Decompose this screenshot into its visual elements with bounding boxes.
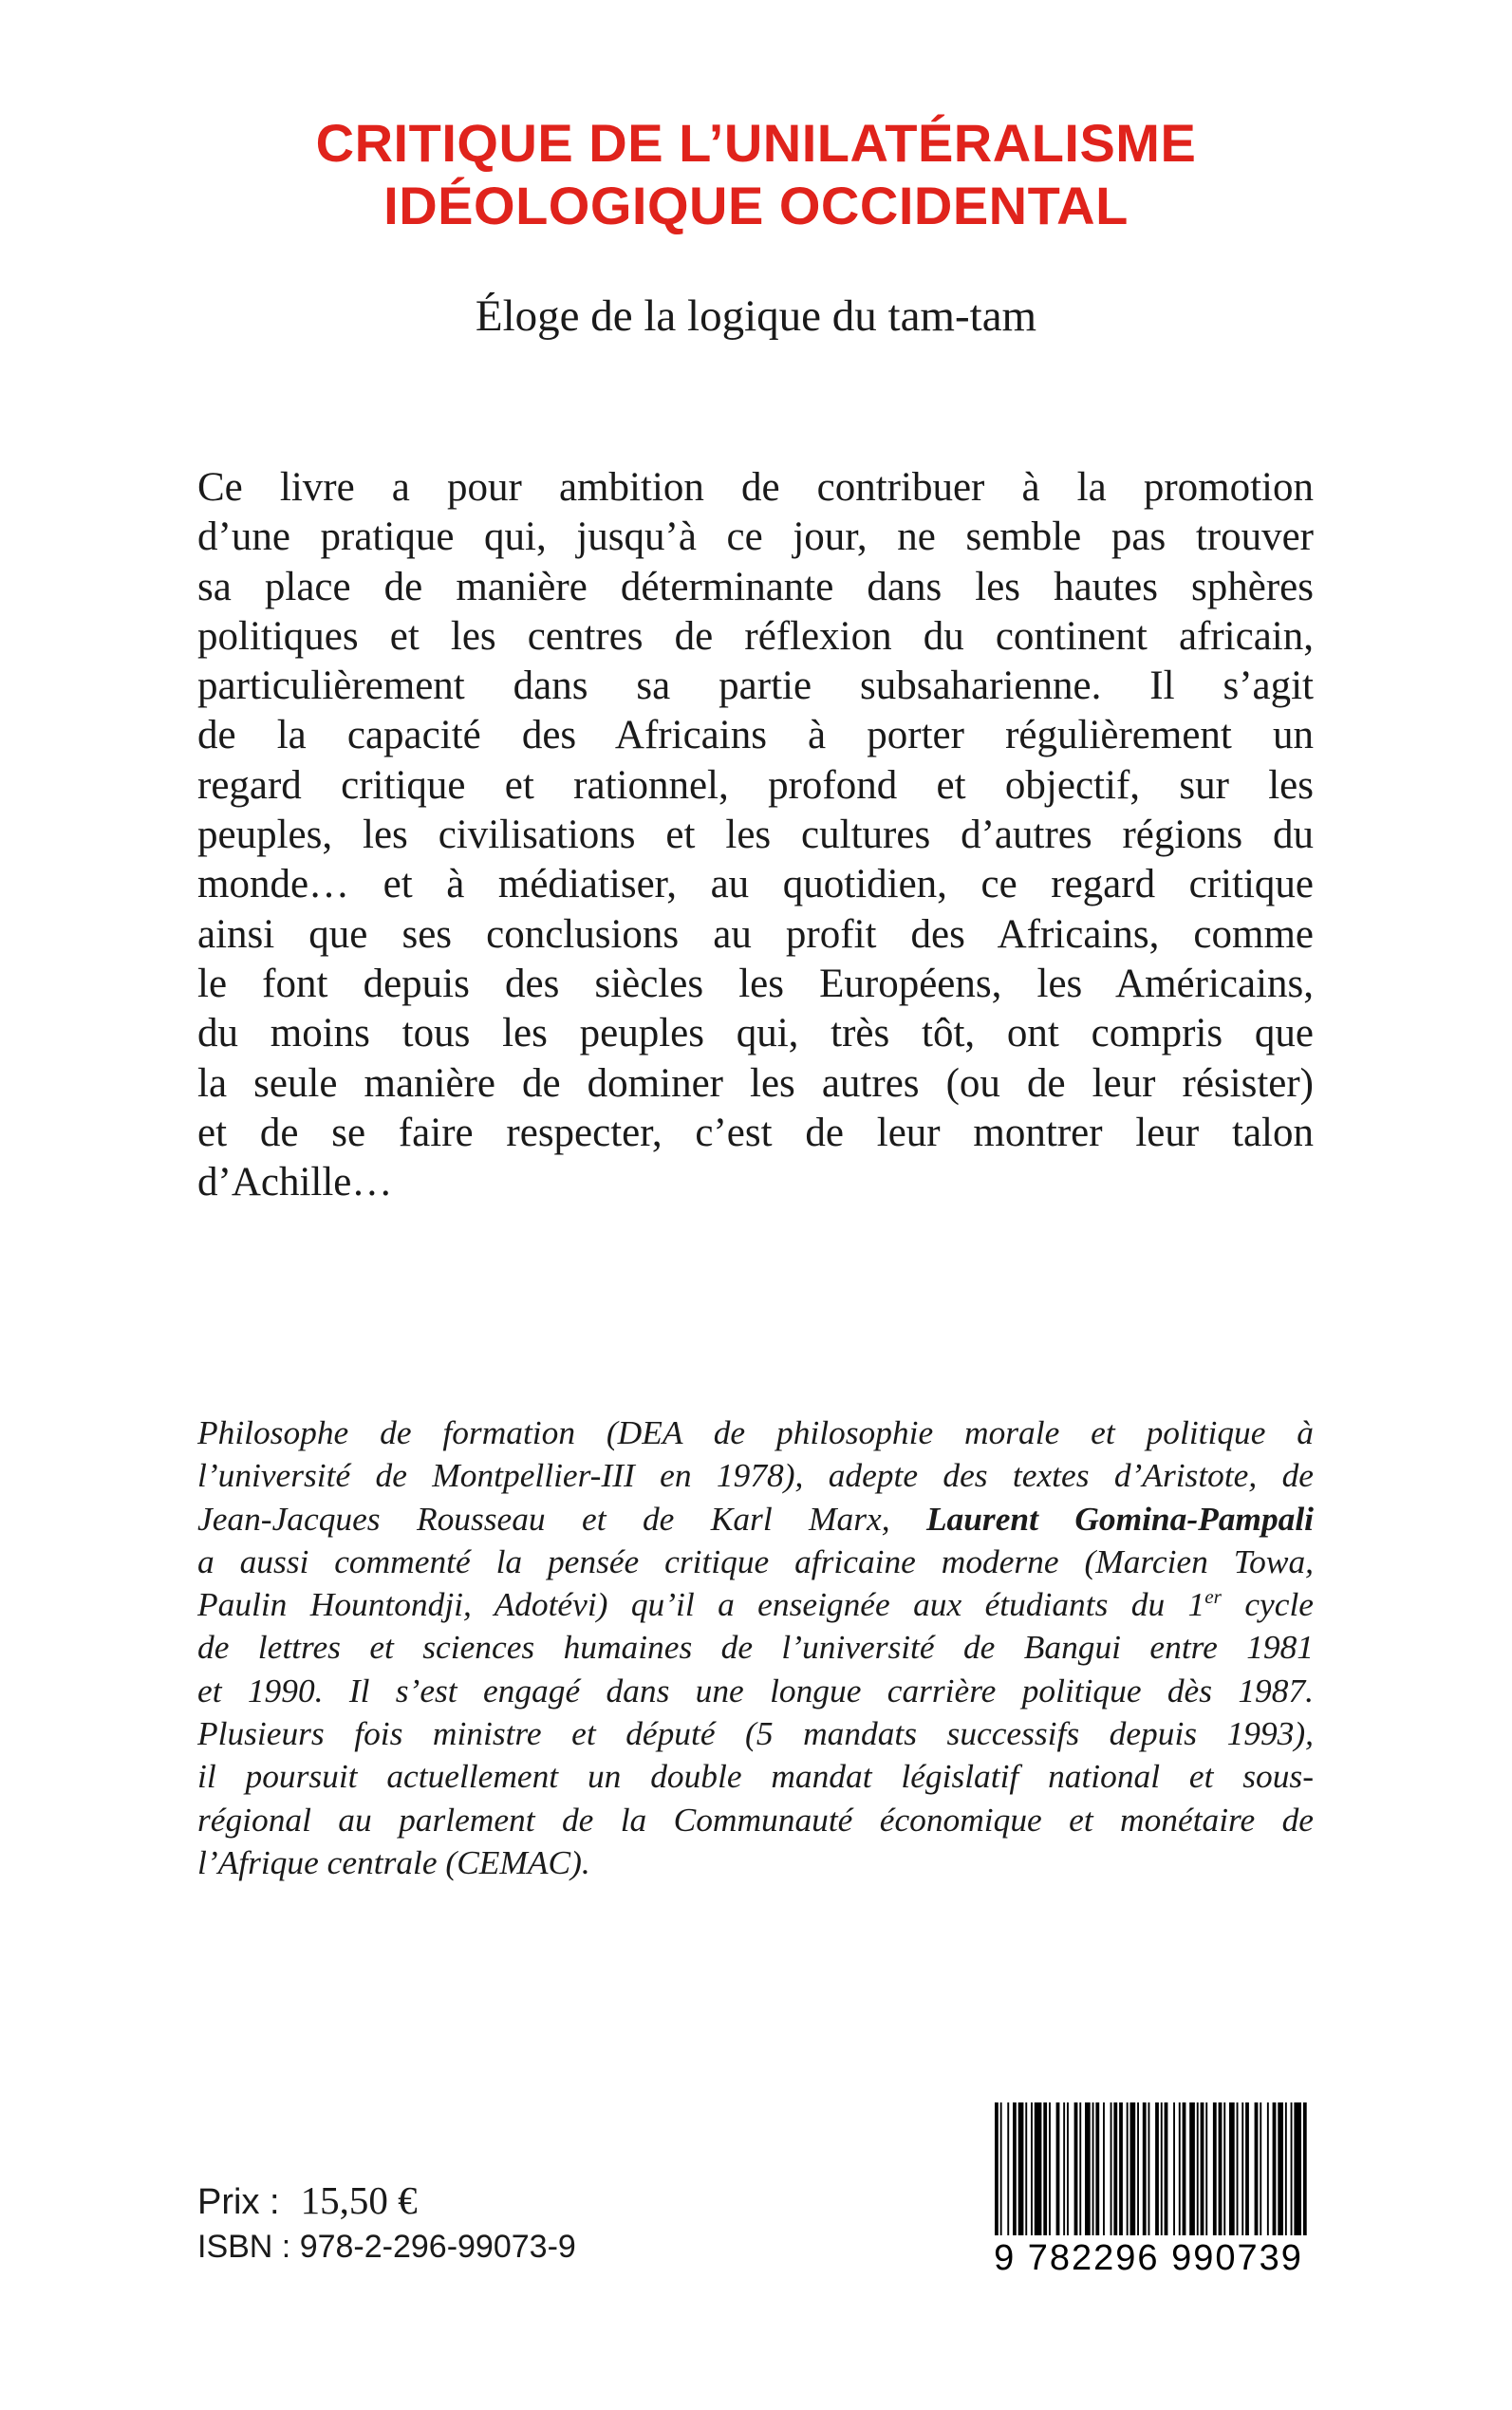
- blurb-line: d’Achille…: [197, 1160, 393, 1205]
- bio-line: l’Afrique centrale (CEMAC).: [197, 1842, 590, 1881]
- bio-line: de lettres et sciences humaines de l’université de Bangui entre 1981: [197, 1628, 1314, 1667]
- blurb-line: politiques et les centres de réflexion du continent africain,: [197, 613, 1314, 659]
- blurb-line: sa place de manière déterminante dans les hautes sphères: [197, 564, 1314, 609]
- bio-text: Jean-Jacques Rousseau et de Karl Marx,: [197, 1499, 926, 1538]
- isbn: ISBN : 978-2-296-99073-9: [197, 2229, 576, 2265]
- blurb-line: d’une pratique qui, jusqu’à ce jour, ne semble pas trouver: [197, 514, 1314, 560]
- bio-line: et 1990. Il s’est engagé dans une longue carrière politique dès 1987.: [197, 1671, 1314, 1709]
- price: [197, 2177, 418, 2225]
- barcode-digits: 9 782296 990739: [994, 2238, 1303, 2278]
- blurb-line: du moins tous les peuples qui, très tôt, ont compris que: [197, 1011, 1314, 1056]
- blurb-line: particulièrement dans sa partie subsaharienne. Il s’agit: [197, 663, 1314, 709]
- blurb-line: ainsi que ses conclusions au profit des Africains, comme: [197, 911, 1314, 957]
- author-biography: [197, 1411, 1314, 1884]
- blurb-line: de la capacité des Africains à porter régulièrement un: [197, 713, 1314, 758]
- book-title-line-1: CRITIQUE DE L’UNILATÉRALISME: [315, 113, 1197, 173]
- price-label: Prix :: [197, 2182, 280, 2222]
- blurb-line: la seule manière de dominer les autres (ou de leur résister): [197, 1060, 1314, 1106]
- bio-text: Paulin Hountondji, Adotévi) qu’il a enseignée aux étudiants du 1: [197, 1585, 1205, 1624]
- price-value: 15,50 €: [300, 2178, 418, 2222]
- blurb-line: et de se faire respecter, c’est de leur montrer leur talon: [197, 1110, 1314, 1155]
- book-subtitle: Éloge de la logique du tam-tam: [475, 291, 1037, 341]
- bio-line: [197, 1498, 1314, 1541]
- blurb-line: monde… et à médiatiser, au quotidien, ce regard critique: [197, 862, 1314, 907]
- bio-line: Philosophe de formation (DEA de philosophie morale et politique à: [197, 1413, 1314, 1451]
- book-title-line-2: IDÉOLOGIQUE OCCIDENTAL: [383, 176, 1129, 235]
- bio-line: Plusieurs fois ministre et député (5 mandats successifs depuis 1993),: [197, 1714, 1314, 1753]
- blurb-line: peuples, les civilisations et les cultures d’autres régions du: [197, 813, 1314, 858]
- bio-line: a aussi commenté la pensée critique africaine moderne (Marcien Towa,: [197, 1541, 1314, 1580]
- bio-line: régional au parlement de la Communauté économique et monétaire de: [197, 1800, 1314, 1839]
- bio-text: cycle: [1221, 1585, 1314, 1624]
- bio-line: il poursuit actuellement un double mandat législatif national et sous-: [197, 1757, 1314, 1796]
- ordinal-superscript: er: [1204, 1585, 1222, 1609]
- bio-line: [197, 1583, 1314, 1626]
- blurb-line: Ce livre a pour ambition de contribuer à la promotion: [197, 465, 1314, 510]
- blurb-line: le font depuis des siècles les Européens, les Américains,: [197, 961, 1314, 1006]
- bio-line: l’université de Montpellier-III en 1978), adepte des textes d’Aristote, de: [197, 1456, 1314, 1495]
- blurb-line: regard critique et rationnel, profond et objectif, sur les: [197, 762, 1314, 808]
- back-cover-blurb: [197, 463, 1314, 1207]
- author-name: Laurent Gomina-Pampali: [925, 1499, 1314, 1538]
